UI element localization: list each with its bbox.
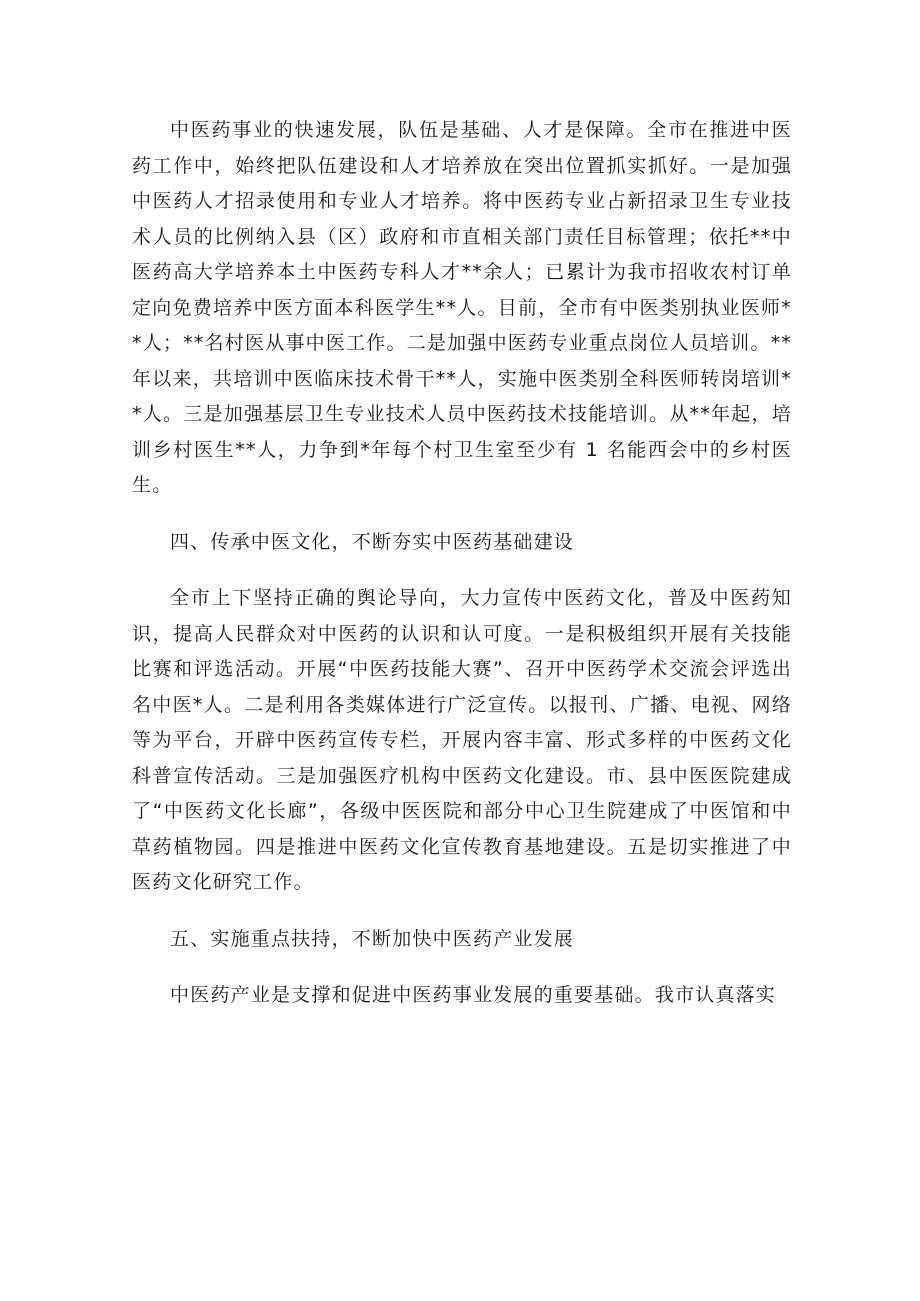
section-heading-5: 五、实施重点扶持，不断加快中医药产业发展 (170, 927, 575, 950)
section-heading-4: 四、传承中医文化，不断夯实中医药基础建设 (170, 530, 575, 553)
document-body (132, 113, 792, 1014)
paragraph-talent-team: 中医药事业的快速发展，队伍是基础、人才是保障。全市在推进中医药工作中，始终把队伍建设和人才培养放在突出位置抓实抓好。一是加强中医药人才招录使用和专业人才培养。将中医药专业占新招录卫生专业技术人员的比例纳入县（区）政府和市直相关部门责任目标管理；依托**中医药高大学培养本土中医药专科人才**余人；已累计为我市招收农村订单定向免费培养中医方面本科医学生**人。目前，全市有中医类别执业医师**人；**名村医从事中医工作。二是加强中医药专业重点岗位人员培训。**年以来，共培训中医临床技术骨干**人，实施中医类别全科医师转岗培训**人。三是加强基层卫生专业技术人员中医药技术技能培训。从**年起，培训乡村医生**人，力争到*年每个村卫生室至少有 1 名能西会中的乡村医生。 (132, 119, 792, 496)
paragraph-culture: 全市上下坚持正确的舆论导向，大力宣传中医药文化，普及中医药知识，提高人民群众对中医药的认识和认可度。一是积极组织开展有关技能比赛和评选活动。开展“中医药技能大赛”、召开中医药学术交流会评选出名中医*人。二是利用各类媒体进行广泛宣传。以报刊、广播、电视、网络等为平台，开辟中医药宣传专栏，开展内容丰富、形式多样的中医药文化科普宣传活动。三是加强医疗机构中医药文化建设。市、县中医医院建成了“中医药文化长廊”，各级中医医院和部分中心卫生院建成了中医馆和中草药植物园。四是推进中医药文化宣传教育基地建设。五是切实推进了中医药文化研究工作。 (132, 587, 792, 893)
paragraph-industry: 中医药产业是支撑和促进中医药事业发展的重要基础。我市认真落实 (170, 984, 777, 1006)
